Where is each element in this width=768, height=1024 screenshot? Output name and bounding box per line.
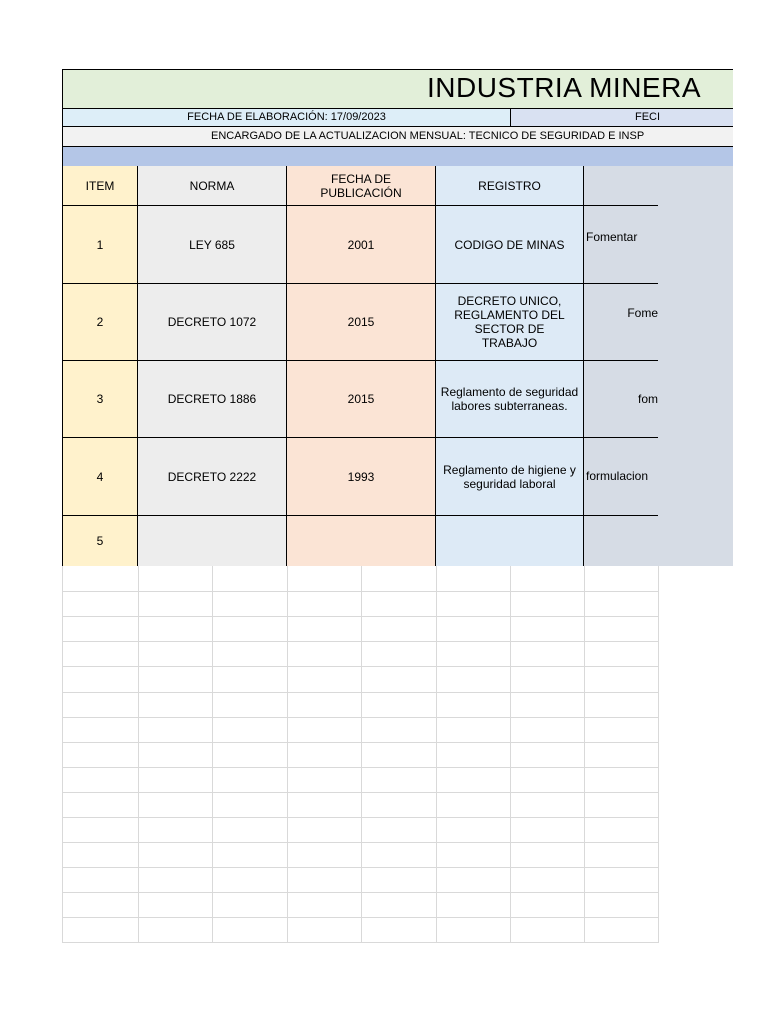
table-cell-fecha[interactable]: 2015 [287, 361, 436, 438]
fecha-elaboracion-cell[interactable] [62, 109, 510, 127]
encargado-text: ENCARGADO DE LA ACTUALIZACION MENSUAL: TECNICO DE SEGURIDAD E INSP [211, 130, 645, 142]
table-cell-objetivo[interactable] [584, 516, 658, 566]
table-cell-registro[interactable]: Reglamento de seguridad labores subterraneas. [436, 361, 584, 438]
table-cell-item[interactable]: 5 [62, 516, 138, 566]
table-cell-registro[interactable]: CODIGO DE MINAS [436, 206, 584, 284]
table-cell-fecha[interactable]: 2001 [287, 206, 436, 284]
table-cell-norma[interactable]: DECRETO 2222 [138, 438, 287, 516]
table-cell-objetivo[interactable]: Fomentar [584, 206, 658, 284]
table-cell-item[interactable]: 1 [62, 206, 138, 284]
table-cell-item[interactable]: 3 [62, 361, 138, 438]
table-cell-norma[interactable]: DECRETO 1072 [138, 284, 287, 361]
table-cell-objetivo[interactable]: fom [584, 361, 658, 438]
header-fecha-publicacion[interactable]: FECHA DE PUBLICACIÓN [287, 166, 436, 206]
table-cell-fecha[interactable]: 2015 [287, 284, 436, 361]
table-cell-fecha[interactable]: 1993 [287, 438, 436, 516]
table-cell-objetivo[interactable]: Fome [584, 284, 658, 361]
table-cell-norma[interactable]: DECRETO 1886 [138, 361, 287, 438]
table-cell-item[interactable]: 4 [62, 438, 138, 516]
table-cell-fecha[interactable] [287, 516, 436, 566]
table-cell-norma[interactable] [138, 516, 287, 566]
table-cell-item[interactable]: 2 [62, 284, 138, 361]
table-cell-registro[interactable] [436, 516, 584, 566]
sheet-title-banner[interactable] [62, 69, 733, 109]
fecha-right-cell[interactable] [510, 109, 733, 127]
header-norma[interactable]: NORMA [138, 166, 287, 206]
table-cell-registro[interactable]: Reglamento de higiene y seguridad laboral [436, 438, 584, 516]
header-item[interactable]: ITEM [62, 166, 138, 206]
fecha-right-text: FECI [635, 111, 661, 123]
overflow-shaded-region [658, 166, 733, 566]
header-objetivo[interactable] [584, 166, 658, 206]
fecha-elaboracion-text: FECHA DE ELABORACIÓN: 17/09/2023 [187, 111, 386, 123]
table-cell-objetivo[interactable]: formulacion [584, 438, 658, 516]
table-cell-norma[interactable]: LEY 685 [138, 206, 287, 284]
separator-row [62, 147, 733, 166]
table-cell-registro[interactable]: DECRETO UNICO, REGLAMENTO DEL SECTOR DE TRABAJO [436, 284, 584, 361]
encargado-cell[interactable] [62, 127, 733, 147]
sheet-title: INDUSTRIA MINERA [426, 72, 701, 103]
header-registro[interactable]: REGISTRO [436, 166, 584, 206]
